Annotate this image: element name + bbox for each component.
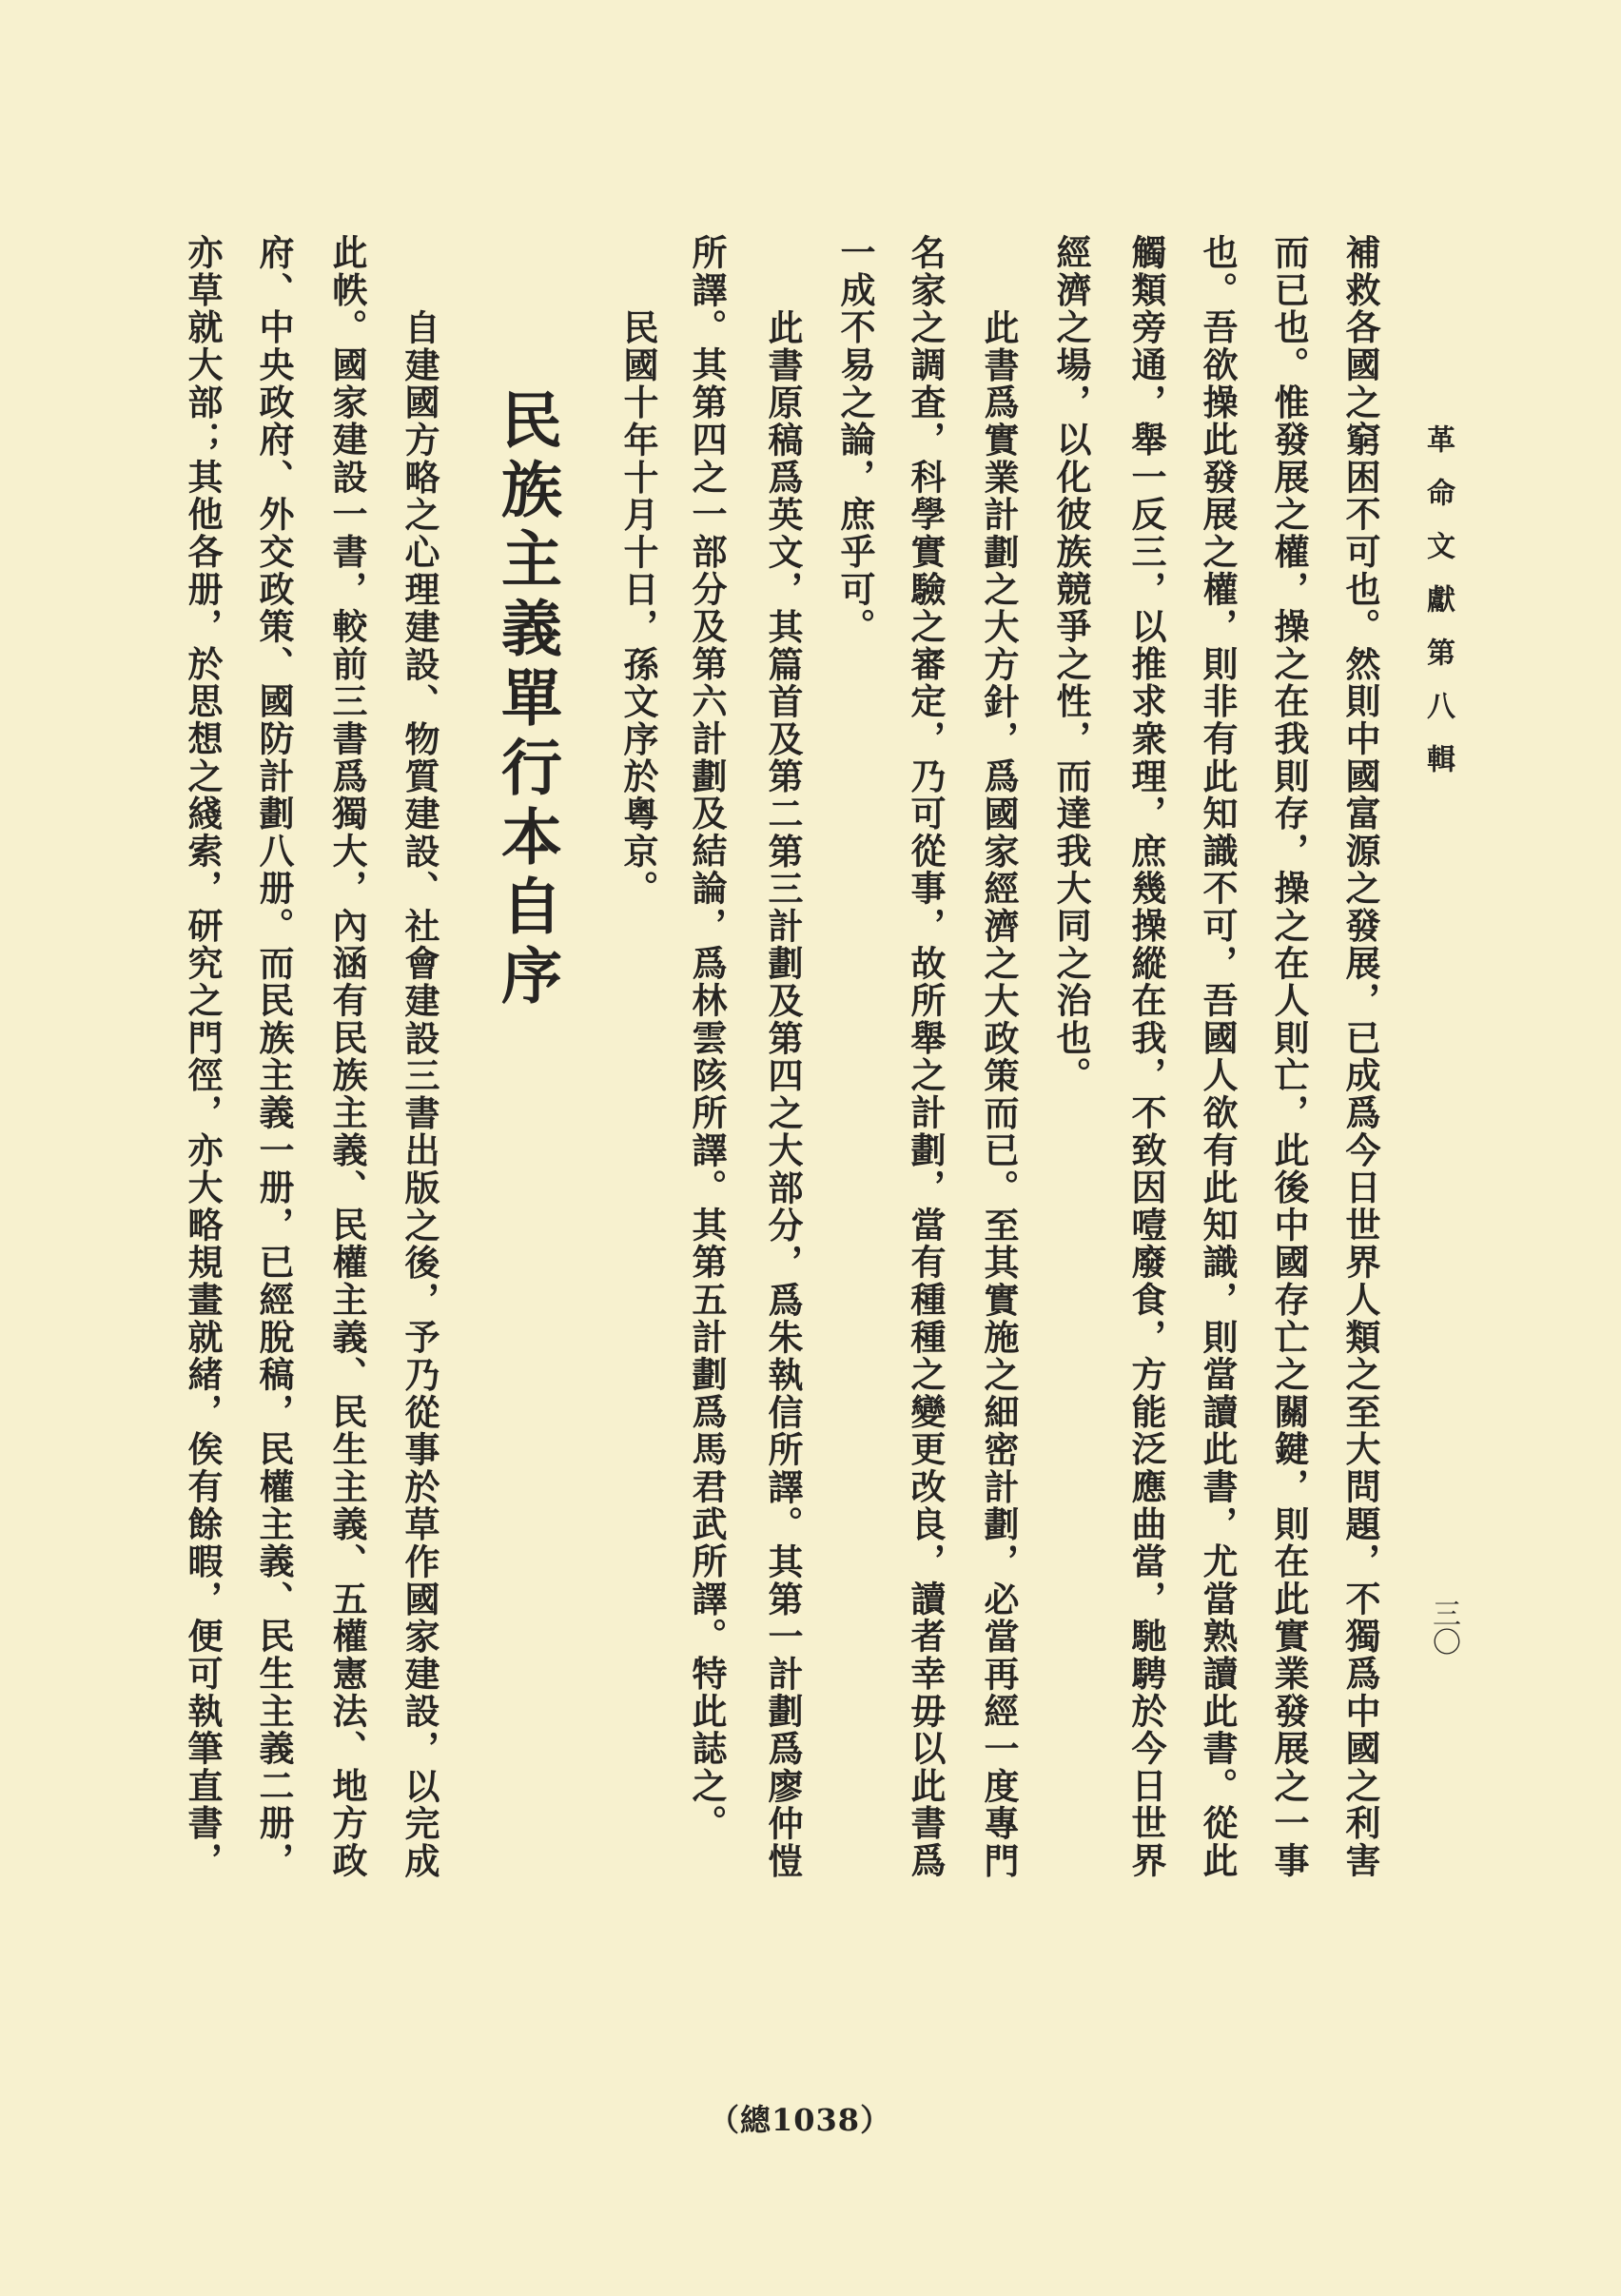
text-column: 自建國方略之心理建設、物質建設、社會建設三書出版之後，予乃從事於草作國家建設，以完成	[399, 309, 440, 1880]
text-column: 也。吾欲操此發展之權，則非有此知識不可，吾國人欲有此知識，則當讀此書，尤當熟讀此書。從此	[1197, 234, 1239, 1880]
text-column: 觸類旁通，舉一反三，以推求衆理，庶幾操縱在我，不致因噎廢食，方能泛應曲當，馳騁於今日世界	[1125, 234, 1167, 1880]
running-header: 革命文獻第八輯	[1421, 424, 1455, 797]
page-number: 三〇	[1427, 1599, 1460, 1656]
text-column: 補救各國之窮困不可也。然則中國富源之發展，已成爲今日世界人類之至大問題，不獨爲中國之利害	[1339, 234, 1381, 1880]
total-page-number: （總1038）	[709, 2102, 892, 2138]
text-column: 一成不易之論，庶乎可。	[834, 234, 876, 646]
text-column: 所譯。其第四之一部分及第六計劃及結論，爲林雲陔所譯。其第五計劃爲馬君武所譯。特此誌之。	[686, 234, 728, 1842]
text-column: 此書爲實業計劃之大方針，爲國家經濟之大政策而已。至其實施之細密計劃，必當再經一度專門	[978, 309, 1020, 1880]
section-title: 民族主義單行本自序	[491, 388, 562, 1013]
text-column: 亦草就大部；其他各册，於思想之綫索，研究之門徑，亦大略規畫就緒，俟有餘暇，便可執筆直書，	[182, 234, 224, 1880]
text-column: 此書原稿爲英文，其篇首及第二第三計劃及第四之大部分，爲朱執信所譯。其第一計劃爲廖仲愷	[762, 309, 804, 1880]
text-column: 經濟之場，以化彼族競爭之性，而達我大同之治也。	[1050, 234, 1092, 1094]
signature-date-line: 民國十年十月十日，孫文序於粵京。	[617, 309, 659, 908]
text-column: 此帙。國家建設一書，較前三書爲獨大，內涵有民族主義、民權主義、民生主義、五權憲法、地方政	[326, 234, 368, 1880]
text-column: 名家之調査，科學實驗之審定，乃可從事，故所舉之計劃，當有種種之變更改良，讀者幸毋以此書爲	[905, 234, 947, 1880]
text-column: 府、中央政府、外交政策、國防計劃八册。而民族主義一册，已經脫稿，民權主義、民生主義二册，	[253, 234, 295, 1880]
text-column: 而已也。惟發展之權，操之在我則存，操之在人則亡，此後中國存亡之關鍵，則在此實業發展之一事	[1268, 234, 1310, 1880]
